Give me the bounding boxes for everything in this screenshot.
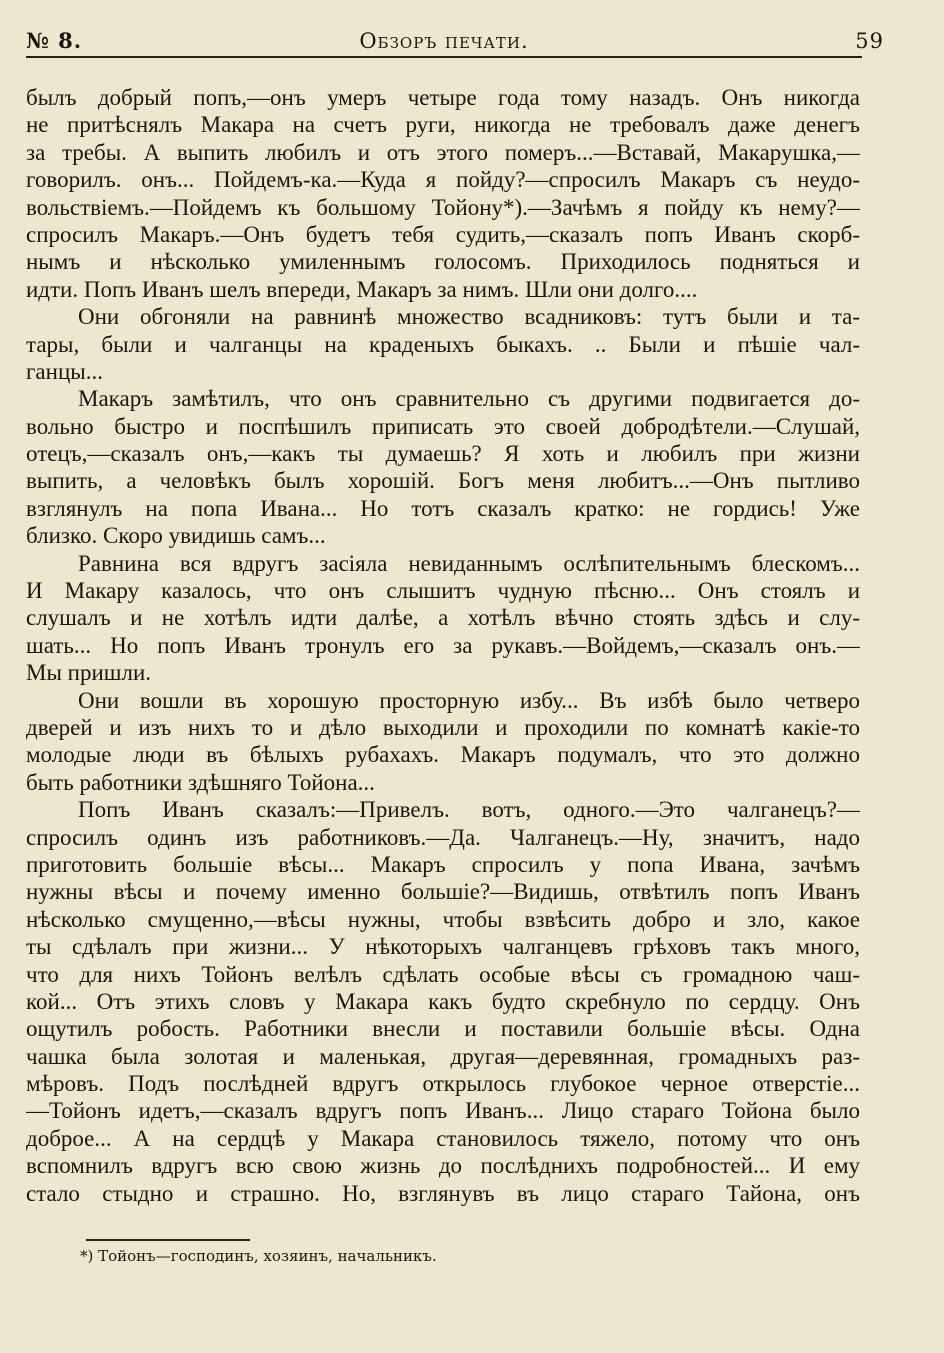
- text-line: что для нихъ Тойонъ велѣлъ сдѣлать особые вѣсы съ громадною чаш-: [26, 961, 860, 987]
- text-line: выпить, а человѣкъ былъ хорошій. Богъ меня любитъ...—Онъ пытливо: [26, 468, 860, 494]
- text-line: Макаръ замѣтилъ, что онъ сравнительно съ другими подвигается до-: [78, 386, 860, 412]
- text-line: Они обгоняли на равнинѣ множество всадниковъ: тутъ были и та-: [78, 304, 860, 330]
- text-line: дверей и изъ нихъ то и дѣло выходили и проходили по комнатѣ какіе-то: [26, 714, 860, 740]
- text-line: говорилъ. онъ... Пойдемъ-ка.—Куда я пойду?—спросилъ Макаръ съ неудо-: [26, 167, 860, 193]
- text-line: шать... Но попъ Иванъ тронулъ его за рукавъ.—Войдемъ,—сказалъ онъ.—: [26, 632, 860, 658]
- footnote: *) Тойонъ—господинъ, хозяинъ, начальникъ.: [80, 1247, 437, 1265]
- text-line: отецъ,—сказалъ онъ,—какъ ты думаешь? Я хоть и любилъ при жизни: [26, 441, 860, 467]
- text-line: Равнина вся вдругъ засіяла невиданнымъ ослѣпительнымъ блескомъ...: [78, 550, 860, 576]
- text-line: нужны вѣсы и почему именно большіе?—Видишь, отвѣтилъ попъ Иванъ: [26, 879, 860, 905]
- text-line: нымъ и нѣсколько умиленнымъ голосомъ. Приходилось подняться и: [26, 249, 860, 275]
- text-line: ганцы...: [26, 358, 103, 384]
- running-title: Обзоръ печати.: [359, 29, 529, 53]
- body-text: [26, 84, 860, 1207]
- page-number: 59: [855, 29, 884, 53]
- page-header: [26, 26, 884, 58]
- text-line: за требы. А выпить любилъ и отъ этого померъ...—Вставай, Макарушка,—: [26, 139, 860, 165]
- text-line: вольно быстро и поспѣшилъ приписать это своей добродѣтели.—Слушай,: [26, 413, 860, 439]
- text-line: идти. Попъ Иванъ шелъ впереди, Макаръ за нимъ. Шли они долго....: [26, 276, 698, 302]
- text-line: не притѣснялъ Макара на счетъ руги, никогда не требовалъ даже денегъ: [26, 112, 860, 138]
- text-line: доброе... А на сердцѣ у Макара становилось тяжело, потому что онъ: [26, 1125, 860, 1151]
- text-line: ощутилъ робость. Работники внесли и поставили большіе вѣсы. Одна: [26, 1016, 860, 1042]
- text-line: спросилъ Макаръ.—Онъ будетъ тебя судить,—сказалъ попъ Иванъ скорб-: [26, 221, 860, 247]
- text-line: Попъ Иванъ сказалъ:—Привелъ. вотъ, одного.—Это чалганецъ?—: [78, 797, 860, 823]
- text-line: вспомнилъ вдругъ всю свою жизнь до послѣднихъ подробностей... И ему: [26, 1153, 860, 1179]
- text-line: вольствіемъ.—Пойдемъ къ большому Тойону*).—Зачѣмъ я пойду къ нему?—: [26, 194, 860, 220]
- text-line: стало стыдно и страшно. Но, взглянувъ въ лицо стараго Тайона, онъ: [26, 1180, 860, 1206]
- text-line: кой... Отъ этихъ словъ у Макара какъ будто скребнуло по сердцу. Онъ: [26, 988, 860, 1014]
- text-line: Мы пришли.: [26, 660, 152, 686]
- text-line: Они вошли въ хорошую просторную избу... Въ избѣ было четверо: [78, 687, 860, 713]
- text-line: —Тойонъ идетъ,—сказалъ вдругъ попъ Иванъ... Лицо стараго Тойона было: [26, 1098, 860, 1124]
- text-line: приготовить большіе вѣсы... Макаръ спросилъ у попа Ивана, зачѣмъ: [26, 851, 860, 877]
- issue-number: № 8.: [26, 28, 83, 53]
- text-line: быть работники здѣшняго Тойона...: [26, 769, 375, 795]
- text-line: близко. Скоро увидишь самъ...: [26, 523, 326, 549]
- text-line: нѣсколько смущенно,—вѣсы нужны, чтобы взвѣсить добро и зло, какое: [26, 906, 860, 932]
- text-line: слушалъ и не хотѣлъ идти далѣе, а хотѣлъ вѣчно стоять здѣсь и слу-: [26, 605, 860, 631]
- text-line: спросилъ одинъ изъ работниковъ.—Да. Чалганецъ.—Ну, значитъ, надо: [26, 824, 860, 850]
- text-line: взглянулъ на попа Ивана... Но тотъ сказалъ кратко: не гордись! Уже: [26, 495, 860, 521]
- text-line: мѣровъ. Подъ послѣдней вдругъ открылось глубокое черное отверстіе...: [26, 1071, 860, 1097]
- text-line: чашка была золотая и маленькая, другая—деревянная, громадныхъ раз-: [26, 1043, 860, 1069]
- text-line: молодые люди въ бѣлыхъ рубахахъ. Макаръ подумалъ, что это должно: [26, 742, 860, 768]
- text-line: И Макару казалось, что онъ слышитъ чудную пѣсню... Онъ стоялъ и: [26, 578, 860, 604]
- text-line: ты сдѣлалъ при жизни... У нѣкоторыхъ чалганцевъ грѣховъ такъ много,: [26, 934, 860, 960]
- text-line: тары, были и чалганцы на краденыхъ быкахъ. .. Были и пѣшіе чал-: [26, 331, 860, 357]
- text-line: былъ добрый попъ,—онъ умеръ четыре года тому назадъ. Онъ никогда: [26, 85, 860, 110]
- footnote-rule: [86, 1239, 250, 1241]
